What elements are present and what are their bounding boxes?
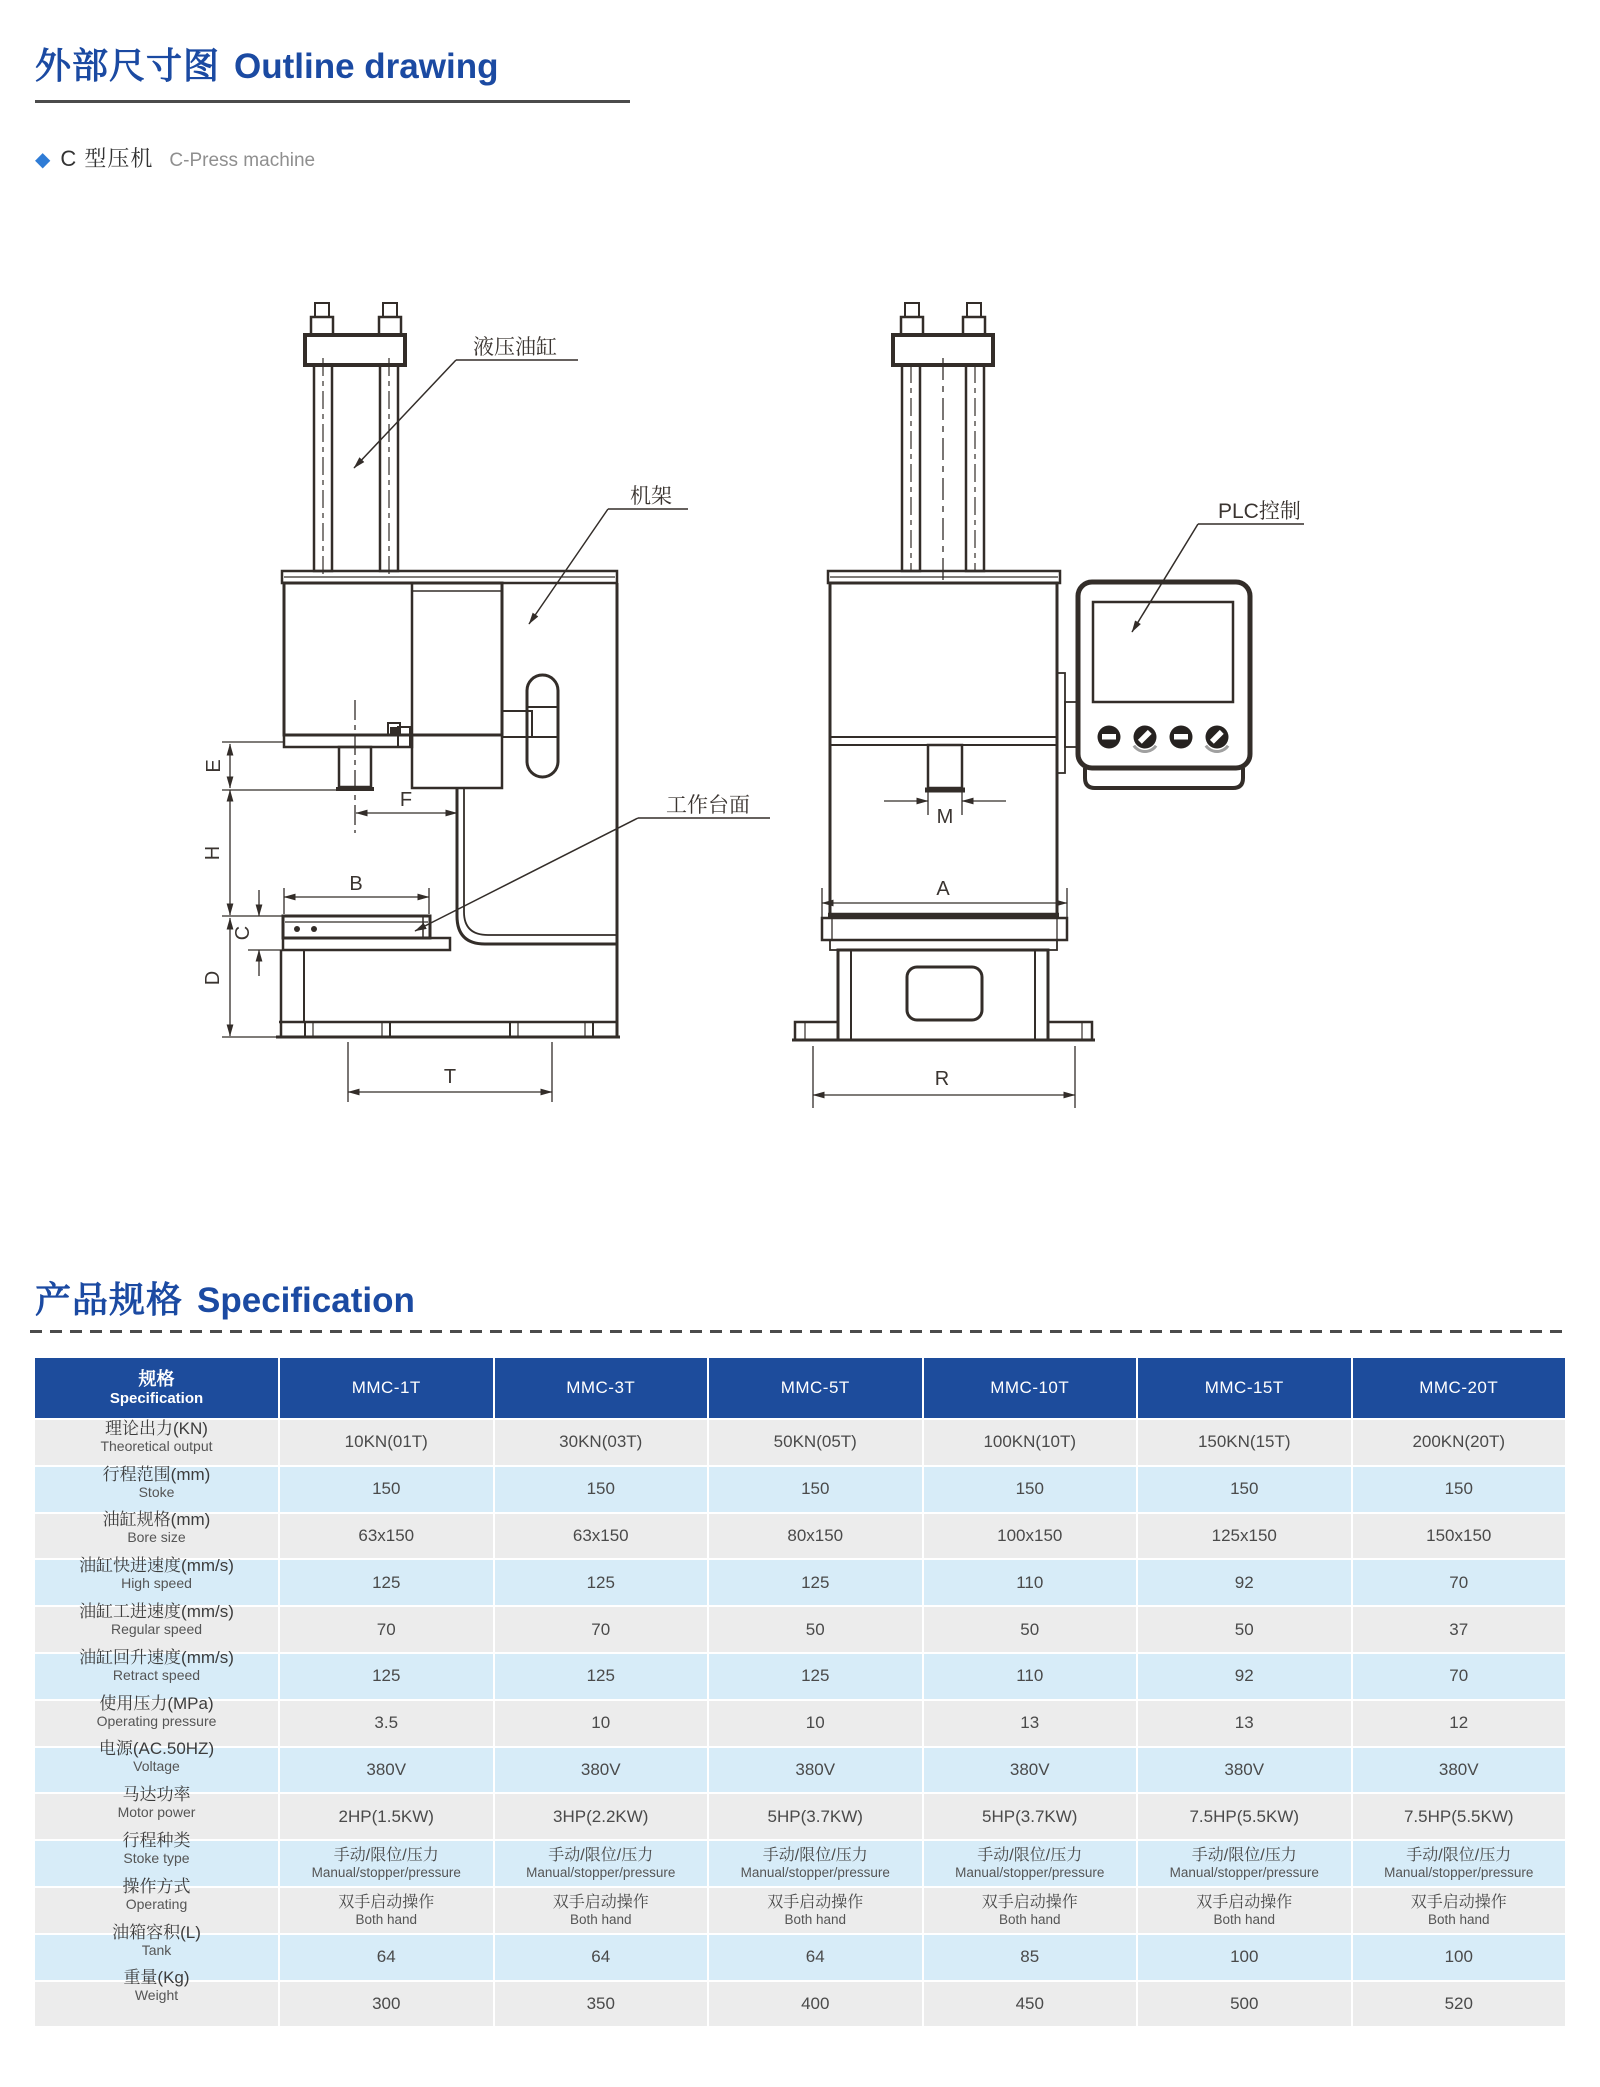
spec-cell: 64 <box>280 1935 493 1980</box>
dim-R: R <box>934 1068 950 1090</box>
spec-row-label: 行程种类 Stoke type <box>35 1841 278 1886</box>
spec-cell: 380V <box>709 1748 922 1793</box>
spec-cell: 100 <box>1353 1935 1566 1980</box>
callout-leaders-left <box>354 360 770 931</box>
spec-table-body <box>35 1420 1565 2026</box>
spec-cell: 150 <box>1353 1467 1566 1512</box>
spec-cell: 12 <box>1353 1701 1566 1746</box>
spec-cell: 110 <box>924 1560 1137 1605</box>
column-header-mmc-1t: MMC-1T <box>280 1358 493 1418</box>
spec-row <box>35 1739 1565 1793</box>
spec-cell: 手动/限位/压力 Manual/stopper/pressure <box>1353 1841 1566 1886</box>
spec-cell: 520 <box>1353 1982 1566 2027</box>
spec-cell: 63x150 <box>280 1514 493 1559</box>
spec-row-label: 操作方式 Operating <box>35 1888 278 1933</box>
spec-cell: 10 <box>495 1701 708 1746</box>
spec-cell: 双手启动操作 Both hand <box>924 1888 1137 1933</box>
spec-row <box>35 1510 1565 1559</box>
specification-title <box>35 1272 415 1323</box>
spec-cell: 63x150 <box>495 1514 708 1559</box>
dim-M: M <box>936 806 954 828</box>
spec-cell: 150 <box>280 1467 493 1512</box>
spec-cell: 37 <box>1353 1607 1566 1652</box>
spec-row-label: 油缸快进速度(mm/s) High speed <box>35 1560 278 1605</box>
outline-title-cn: 外部尺寸图 <box>35 45 221 86</box>
spec-cell: 64 <box>495 1935 708 1980</box>
spec-cell: 80x150 <box>709 1514 922 1559</box>
ram-front <box>339 747 371 787</box>
plc-control-panel <box>1078 582 1250 788</box>
spec-row-label: 行程范围(mm) Stoke <box>35 1467 278 1512</box>
c-press-subtitle <box>35 142 315 173</box>
spec-cell: 100 <box>1138 1935 1351 1980</box>
spec-cell: 92 <box>1138 1560 1351 1605</box>
spec-cell: 150 <box>924 1467 1137 1512</box>
spec-cell: 100x150 <box>924 1514 1137 1559</box>
spec-cell: 150 <box>1138 1467 1351 1512</box>
spec-row <box>35 1602 1565 1652</box>
outline-title-en: Outline drawing <box>234 47 499 86</box>
spec-row <box>35 1420 1565 1465</box>
spec-cell: 64 <box>709 1935 922 1980</box>
c-press-side-view <box>792 303 1095 1040</box>
spec-header-label-en: Specification <box>109 1390 204 1407</box>
spec-cell: 150 <box>495 1467 708 1512</box>
ram-side <box>928 745 962 788</box>
spec-table-header <box>35 1358 1565 1418</box>
plc-knobs <box>1098 719 1236 757</box>
plc-screen <box>1093 602 1233 702</box>
spec-cell: 10KN(01T) <box>280 1420 493 1465</box>
dim-B: B <box>349 873 363 895</box>
spec-cell: 500 <box>1138 1982 1351 2027</box>
spec-cell: 手动/限位/压力 Manual/stopper/pressure <box>1138 1841 1351 1886</box>
spec-cell: 50 <box>924 1607 1137 1652</box>
spec-cell: 125 <box>709 1560 922 1605</box>
dim-F: F <box>399 789 413 811</box>
spec-row <box>35 1556 1565 1605</box>
subtitle-en: C-Press machine <box>169 150 316 171</box>
spec-cell: 7.5HP(5.5KW) <box>1353 1794 1566 1839</box>
dim-D: D <box>202 970 224 986</box>
spec-row <box>35 1876 1565 1933</box>
dim-H: H <box>202 845 224 861</box>
outline-drawing-title <box>35 38 498 89</box>
spec-row-label: 油缸回升速度(mm/s) Retract speed <box>35 1654 278 1699</box>
spec-cell: 125 <box>495 1560 708 1605</box>
spec-row-label: 油缸规格(mm) Bore size <box>35 1514 278 1559</box>
spec-cell: 30KN(03T) <box>495 1420 708 1465</box>
subtitle-cn: C 型压机 <box>60 146 154 171</box>
column-header-mmc-10t: MMC-10T <box>924 1358 1137 1418</box>
spec-cell: 3HP(2.2KW) <box>495 1794 708 1839</box>
spec-cell: 13 <box>1138 1701 1351 1746</box>
spec-cell: 10 <box>709 1701 922 1746</box>
spec-cell: 125 <box>495 1654 708 1699</box>
spec-cell: 手动/限位/压力 Manual/stopper/pressure <box>924 1841 1137 1886</box>
callout-frame: 机架 <box>630 485 672 508</box>
hydraulic-cylinder-cap <box>305 335 405 365</box>
spec-cell: 70 <box>1353 1654 1566 1699</box>
callout-hydraulic-cylinder: 液压油缸 <box>473 336 557 359</box>
spec-cell: 100KN(10T) <box>924 1420 1137 1465</box>
work-table <box>283 916 430 938</box>
column-header-mmc-5t: MMC-5T <box>709 1358 922 1418</box>
spec-cell: 380V <box>280 1748 493 1793</box>
spec-cell: 400 <box>709 1982 922 2027</box>
spec-cell: 手动/限位/压力 Manual/stopper/pressure <box>280 1841 493 1886</box>
press-head-block <box>284 583 502 735</box>
dim-C: C <box>232 925 254 941</box>
spec-cell: 5HP(3.7KW) <box>924 1794 1137 1839</box>
spec-cell: 380V <box>1138 1748 1351 1793</box>
spec-header-label-cn: 规格 <box>138 1369 175 1389</box>
callout-plc: PLC控制 <box>1218 500 1301 523</box>
spec-cell: 380V <box>1353 1748 1566 1793</box>
front-view-dimensions <box>222 742 552 1102</box>
spec-cell: 380V <box>495 1748 708 1793</box>
spec-cell: 85 <box>924 1935 1137 1980</box>
spec-row <box>35 1831 1565 1886</box>
spec-cell: 125x150 <box>1138 1514 1351 1559</box>
spec-cell: 125 <box>709 1654 922 1699</box>
spec-title-en: Specification <box>197 1281 415 1320</box>
knob-icon <box>1098 726 1121 749</box>
spec-cell: 双手启动操作 Both hand <box>1353 1888 1566 1933</box>
dim-A: A <box>936 878 950 900</box>
spec-cell: 50KN(05T) <box>709 1420 922 1465</box>
callout-leader-plc <box>1132 524 1304 632</box>
spec-row <box>35 1922 1565 1980</box>
spec-row-label: 马达功率 Motor power <box>35 1794 278 1839</box>
spec-row <box>35 1968 1565 2027</box>
spec-row <box>35 1647 1565 1699</box>
spec-cell: 70 <box>1353 1560 1566 1605</box>
spec-cell: 200KN(20T) <box>1353 1420 1566 1465</box>
spec-row <box>35 1464 1565 1512</box>
machine-body-side <box>830 583 1057 915</box>
spec-cell: 5HP(3.7KW) <box>709 1794 922 1839</box>
spec-cell: 70 <box>495 1607 708 1652</box>
spec-header-label <box>35 1358 278 1418</box>
spec-row <box>35 1785 1565 1839</box>
side-handle <box>527 675 558 777</box>
knob-icon <box>1206 726 1229 749</box>
spec-cell: 手动/限位/压力 Manual/stopper/pressure <box>495 1841 708 1886</box>
spec-cell: 双手启动操作 Both hand <box>280 1888 493 1933</box>
dim-E: E <box>203 759 225 773</box>
spec-row-label: 重量(Kg) Weight <box>35 1982 278 2027</box>
spec-cell: 350 <box>495 1982 708 2027</box>
spec-title-cn: 产品规格 <box>35 1279 184 1320</box>
spec-row-label: 使用压力(MPa) Operating pressure <box>35 1701 278 1746</box>
spec-cell: 双手启动操作 Both hand <box>495 1888 708 1933</box>
spec-cell: 手动/限位/压力 Manual/stopper/pressure <box>709 1841 922 1886</box>
spec-cell: 50 <box>1138 1607 1351 1652</box>
spec-cell: 7.5HP(5.5KW) <box>1138 1794 1351 1839</box>
c-press-front-view <box>276 303 620 1037</box>
spec-cell: 110 <box>924 1654 1137 1699</box>
spec-row <box>35 1693 1565 1746</box>
callout-worktable: 工作台面 <box>666 794 750 817</box>
spec-cell: 125 <box>280 1560 493 1605</box>
spec-cell: 300 <box>280 1982 493 2027</box>
spec-row-label: 电源(AC.50HZ) Voltage <box>35 1748 278 1793</box>
knob-icon <box>1134 726 1157 749</box>
spec-table <box>35 1358 1565 2026</box>
spec-cell: 13 <box>924 1701 1137 1746</box>
knob-icon <box>1170 726 1193 749</box>
title-underline <box>35 100 630 103</box>
column-header-mmc-3t: MMC-3T <box>495 1358 708 1418</box>
spec-cell: 380V <box>924 1748 1137 1793</box>
spec-cell: 150 <box>709 1467 922 1512</box>
spec-cell: 125 <box>280 1654 493 1699</box>
spec-row-label: 理论出力(KN) Theoretical output <box>35 1420 278 1465</box>
spec-row-label: 油缸工进速度(mm/s) Regular speed <box>35 1607 278 1652</box>
spec-cell: 150KN(15T) <box>1138 1420 1351 1465</box>
side-view-dimensions <box>813 792 1075 1108</box>
column-header-mmc-20t: MMC-20T <box>1353 1358 1566 1418</box>
spec-cell: 双手启动操作 Both hand <box>1138 1888 1351 1933</box>
spec-cell: 2HP(1.5KW) <box>280 1794 493 1839</box>
dim-T: T <box>443 1066 457 1088</box>
spec-cell: 50 <box>709 1607 922 1652</box>
spec-row-label: 油箱容积(L) Tank <box>35 1935 278 1980</box>
spec-cell: 92 <box>1138 1654 1351 1699</box>
pedestal <box>838 950 1048 1040</box>
spec-cell: 双手启动操作 Both hand <box>709 1888 922 1933</box>
dashed-divider <box>30 1330 1570 1333</box>
spec-cell: 3.5 <box>280 1701 493 1746</box>
spec-cell: 450 <box>924 1982 1137 2027</box>
column-header-mmc-15t: MMC-15T <box>1138 1358 1351 1418</box>
spec-cell: 70 <box>280 1607 493 1652</box>
spec-cell: 150x150 <box>1353 1514 1566 1559</box>
diamond-bullet-icon: ◆ <box>35 149 51 171</box>
